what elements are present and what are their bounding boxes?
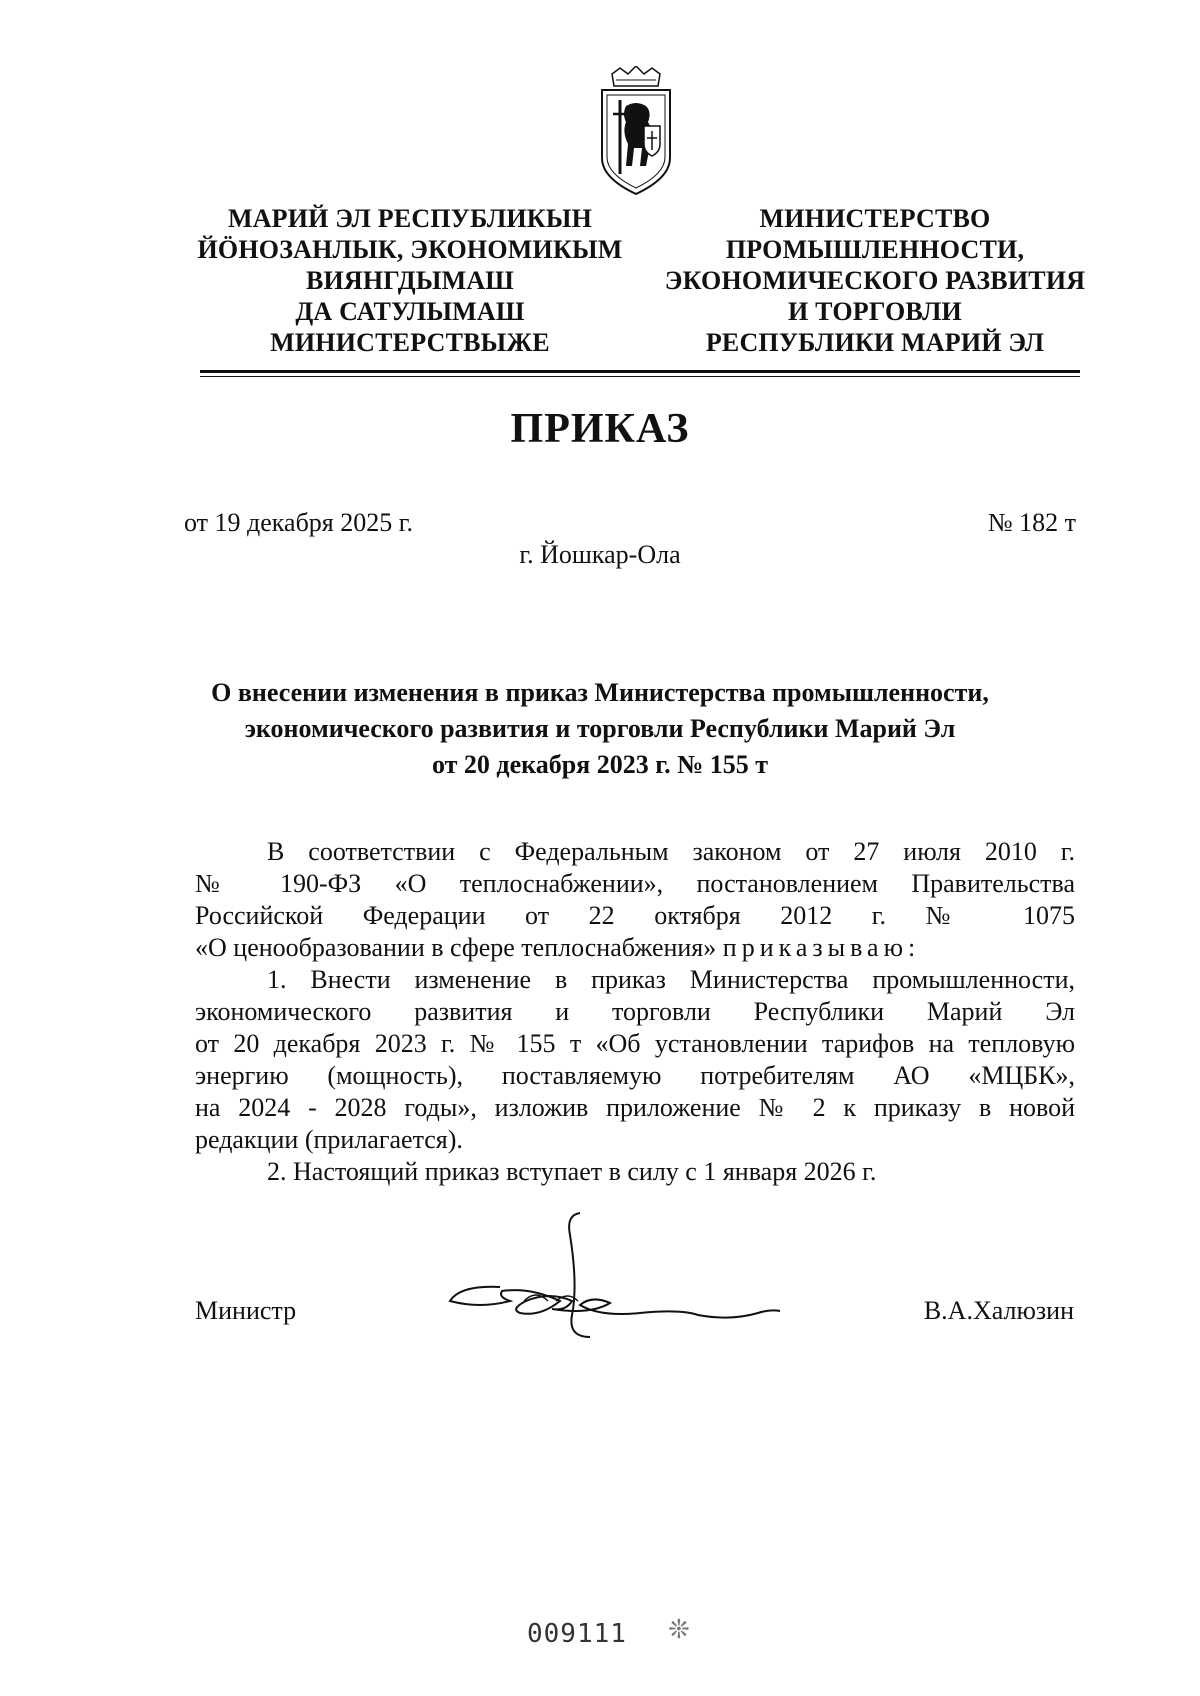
body-line: № 190-ФЗ «О теплоснабжении», постановлением Правительства: [195, 869, 1075, 898]
document-city: г. Йошкар-Ола: [519, 540, 681, 569]
header-right-russian: [655, 203, 1095, 358]
document-body: [195, 836, 1075, 1188]
subject-line: О внесении изменения в приказ Министерства промышленности,: [211, 678, 989, 707]
body-line: 1. Внести изменение в приказ Министерства промышленности,: [267, 965, 1075, 994]
body-line: энергию (мощность), поставляемую потребителям АО «МЦБК»,: [195, 1061, 1075, 1090]
document-number: № 182 т: [987, 508, 1076, 537]
subject-line: экономического развития и торговли Республики Марий Эл: [244, 714, 956, 743]
coat-of-arms-icon: [596, 66, 676, 198]
header-right-line: МИНИСТЕРСТВО: [759, 204, 991, 233]
header-divider-thin: [200, 376, 1080, 377]
header-left-line: МИНИСТЕРСТВЫЖЕ: [270, 328, 550, 357]
header-right-line: РЕСПУБЛИКИ МАРИЙ ЭЛ: [705, 328, 1045, 357]
header-left-line: ЙÖНОЗАНЛЫК, ЭКОНОМИКЫМ: [197, 235, 623, 264]
header-divider-thick: [200, 370, 1080, 373]
body-line: Российской Федерации от 22 октября 2012 г. № 1075: [195, 901, 1075, 930]
header-left-line: ВИЯНГДЫМАШ: [305, 266, 515, 295]
header-left-mari: [190, 203, 630, 358]
signer-name: В.А.Халюзин: [923, 1296, 1074, 1325]
body-line: экономического развития и торговли Республики Марий Эл: [195, 997, 1075, 1026]
body-line: 2. Настоящий приказ вступает в силу с 1 января 2026 г.: [267, 1157, 877, 1186]
document-subject: [150, 675, 1050, 783]
body-line: на 2024 - 2028 годы», изложив приложение № 2 к приказу в новой: [195, 1093, 1075, 1122]
document-type-title: ПРИКАЗ: [510, 406, 690, 452]
header-right-line: ЭКОНОМИЧЕСКОГО РАЗВИТИЯ: [664, 266, 1086, 295]
footer-mark: ❊: [668, 1615, 690, 1644]
body-line: В соответствии с Федеральным законом от 27 июля 2010 г.: [267, 837, 1075, 866]
header-right-line: ПРОМЫШЛЕННОСТИ,: [725, 235, 1025, 264]
preamble-last-text: «О ценообразовании в сфере теплоснабжения»: [195, 933, 717, 962]
document-serial-number: 009111: [527, 1619, 627, 1649]
subject-line: от 20 декабря 2023 г. № 155 т: [431, 750, 768, 779]
header-right-line: И ТОРГОВЛИ: [788, 297, 962, 326]
body-line: [195, 932, 1075, 964]
signer-role: Министр: [195, 1296, 297, 1325]
header-left-line: МАРИЙ ЭЛ РЕСПУБЛИКЫН: [227, 204, 593, 233]
handwritten-signature: [440, 1205, 860, 1365]
decree-word: приказываю:: [722, 933, 921, 962]
document-date: от 19 декабря 2025 г.: [184, 508, 413, 537]
body-line: редакции (прилагается).: [195, 1125, 463, 1154]
header-left-line: ДА САТУЛЫМАШ: [295, 297, 525, 326]
body-line: от 20 декабря 2023 г. № 155 т «Об установлении тарифов на тепловую: [195, 1029, 1075, 1058]
